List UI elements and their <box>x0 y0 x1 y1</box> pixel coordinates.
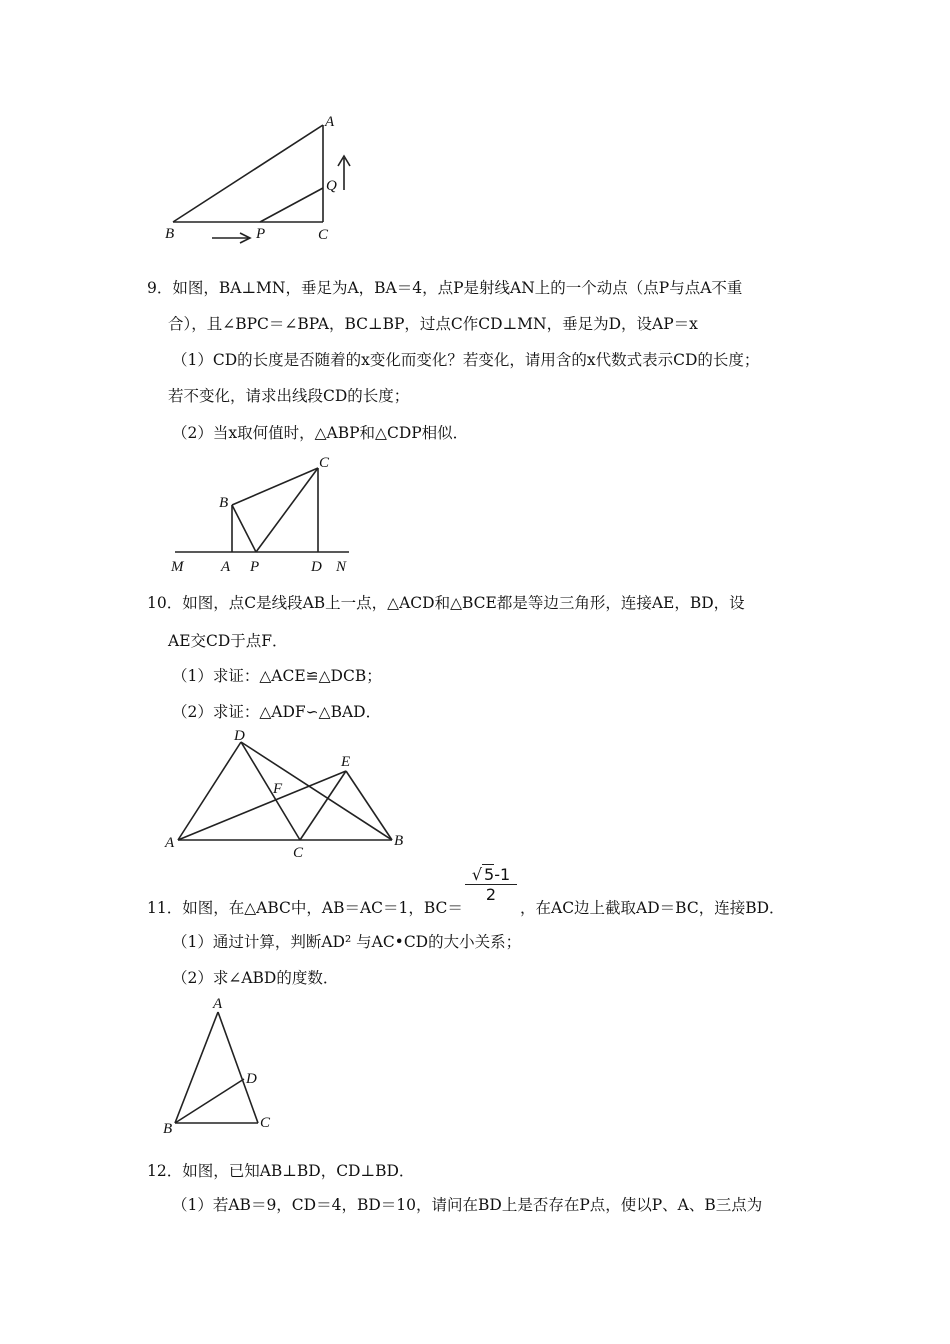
label-a: A <box>165 835 175 851</box>
q10-line2: AE交CD于点F． <box>168 632 288 650</box>
segment-ab <box>173 125 323 222</box>
figure-q10-svg <box>160 725 420 865</box>
label-b: B <box>165 226 175 242</box>
q11-fraction-numerator: √ 5-1 <box>465 865 517 885</box>
label-e: E <box>341 754 351 770</box>
segment-db <box>241 742 392 840</box>
q11-fraction-num-rest: -1 <box>494 865 511 884</box>
label-q: Q <box>326 178 337 194</box>
q9-line1: 9．如图，BA⊥MN，垂足为A，BA＝4，点P是射线AN上的一个动点（点P与点A不重 <box>147 279 743 297</box>
label-c: C <box>260 1115 271 1131</box>
segment-bp <box>232 505 256 552</box>
q11-line1-post: ，在AC边上截取AD＝BC，连接BD． <box>520 899 785 917</box>
q9-line2: 合），且∠BPC＝∠BPA，BC⊥BP，过点C作CD⊥MN，垂足为D，设AP＝x <box>168 315 698 333</box>
q11-part1: （1）通过计算，判断AD² 与AC•CD的大小关系； <box>172 933 522 951</box>
label-n: N <box>336 559 347 575</box>
q11-fraction <box>465 865 517 904</box>
label-d: D <box>234 728 245 744</box>
q11-fraction-denominator: 2 <box>485 885 497 904</box>
figure-q9-svg <box>165 455 365 577</box>
segment-ac <box>218 1012 258 1123</box>
figure-q8-svg <box>160 110 360 250</box>
q10-part1: （1）求证：△ACE≌△DCB； <box>172 667 382 685</box>
segment-ad <box>178 742 241 840</box>
q9-part1b: 若不变化，请求出线段CD的长度； <box>168 387 410 405</box>
label-a: A <box>325 114 335 130</box>
label-m: M <box>171 559 184 575</box>
figure-q11-svg <box>160 995 280 1140</box>
q9-part1a: （1）CD的长度是否随着的x变化而变化？若变化，请用含的x代数式表示CD的长度； <box>172 351 760 369</box>
q12-line1: 12．如图，已知AB⊥BD，CD⊥BD． <box>147 1162 415 1180</box>
label-b: B <box>394 833 404 849</box>
q11-part2: （2）求∠ABD的度数． <box>172 969 339 987</box>
label-b: B <box>219 495 229 511</box>
label-c: C <box>319 455 330 471</box>
label-a: A <box>213 996 223 1012</box>
segment-pq <box>260 188 323 222</box>
segment-dc <box>241 742 300 840</box>
label-a: A <box>221 559 231 575</box>
label-b: B <box>163 1121 173 1137</box>
label-d: D <box>246 1071 257 1087</box>
segment-bd <box>175 1079 244 1123</box>
figure-q9 <box>165 455 365 577</box>
label-f: F <box>273 781 283 797</box>
q10-part2: （2）求证：△ADF∽△BAD． <box>172 703 382 721</box>
label-c: C <box>293 845 304 861</box>
label-d: D <box>311 559 322 575</box>
label-p: P <box>256 226 266 242</box>
q10-line1: 10．如图，点C是线段AB上一点，△ACD和△BCE都是等边三角形，连接AE，BD，设 <box>147 594 745 612</box>
q11-line1-pre: 11．如图，在△ABC中，AB＝AC＝1，BC＝ <box>147 899 463 917</box>
q11-fraction-sqrt: 5 <box>484 865 495 884</box>
segment-ab <box>175 1012 218 1123</box>
figure-q11 <box>160 995 280 1140</box>
q9-part2: （2）当x取何值时，△ABP和△CDP相似． <box>172 424 469 442</box>
figure-q10 <box>160 725 420 865</box>
segment-ae <box>178 771 346 840</box>
label-c: C <box>318 227 329 243</box>
q12-part1: （1）若AB＝9，CD＝4，BD＝10，请问在BD上是否存在P点，使以P、A、B三点为 <box>172 1196 763 1214</box>
figure-q8 <box>160 110 360 250</box>
label-p: P <box>250 559 260 575</box>
segment-eb <box>346 771 392 840</box>
